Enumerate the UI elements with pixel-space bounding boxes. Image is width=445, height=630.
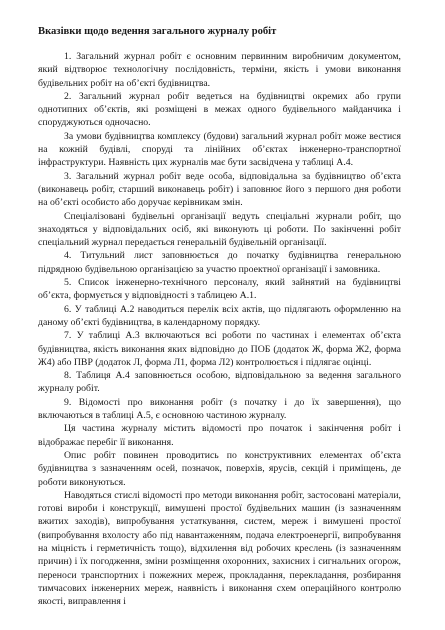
paragraph-6: 4. Титульний лист заповнюється до початку будівництва генеральною підрядною будівельною організацією за участю проектної організації і замовника. [38,250,401,275]
paragraph-1: 1. Загальний журнал робіт є основним первинним виробничим документом, який відтворює технологічну послідовність, терміни, якість і умови виконання будівельних робіт на об’єкті будівництва. [38,51,401,89]
paragraph-12: Ця частина журналу містить відомості про початок і закінчення робіт і відображає перебіг її виконання. [38,423,401,448]
paragraph-13: Опис робіт повинен проводитись по конструктивних елементах об’єкта будівництва з зазначенням осей, позначок, поверхів, ярусів, секцій і приміщень, де роботи виконуються. [38,449,401,488]
paragraph-11: 9. Відомості про виконання робіт (з початку і до їх завершення), що включаються в таблиці А.5, є основною частиною журналу. [38,396,401,422]
paragraph-5: Спеціалізовані будівельні організації ведуть спеціальні журнали робіт, що знаходяться у відповідальних осіб, які виконують ці роботи. По закінченні робіт спеціальний журнал передається генеральній будівельній організації. [38,210,401,249]
paragraph-9: 7. У таблиці А.3 включаються всі роботи по частинах і елементах об’єкта будівництва, якість виконання яких відповідно до ПОБ (додаток Ж, форма Ж2, форма Ж4) або ПВР (додаток Л, форма Л1, форма Л2) контролюється і підлягає оцінці. [38,330,401,368]
paragraph-8: 6. У таблиці А.2 наводиться перелік всіх актів, що підлягають оформленню на даному об’єкті будівництва, в календарному порядку. [38,303,401,328]
paragraph-14: Наводяться стислі відомості про методи виконання робіт, застосовані матеріали, готові вироби і конструкції, вимушені простої будівельних машин (із зазначенням вжитих заходів), випробування устаткування, систем, мереж і вимушені простої (випробування вхолосту або під навантаженням, подача електроенергії, випробування на міцність і герметичність тощо), відхилення від робочих креслень (із зазначенням причин) і їх погодження, зміни розміщення охоронних, захисних і сигнальних огорож, переноси транспортних і пожежних мереж, прокладання, перекладання, розбирання тимчасових інженерних мереж, наявність і виконання схем операційного контролю якості, виправлення і [38,489,401,608]
document-title: Вказівки щодо ведення загального журналу робіт [38,26,277,37]
paragraph-4: 3. Загальний журнал робіт веде особа, відповідальна за будівництво об’єкта (виконавець робіт, старший виконавець робіт) і заповнює його з першого дня роботи на об’єкті особисто або доручає керівникам змін. [38,170,401,209]
paragraph-10: 8. Таблиця А.4 заповнюється особою, відповідальною за ведення загального журналу робіт. [38,370,401,395]
paragraph-3: За умови будівництва комплексу (будови) загальний журнал робіт може вестися на кожній будівлі, споруді та лінійних об’єктах інженерно-транспортної інфраструктури. Наявність цих журналів має бути засвідчена у таблиці А.4. [38,130,401,169]
paragraph-7: 5. Список інженерно-технічного персоналу, який зайнятий на будівництві об’єкта, формується у відповідності з таблицею А.1. [38,277,401,302]
paragraph-2: 2. Загальний журнал робіт ведеться на будівництві окремих або групи однотипних об’єктів, які розміщені в межах одного будівельного майданчика і споруджуються одночасно. [38,90,401,129]
